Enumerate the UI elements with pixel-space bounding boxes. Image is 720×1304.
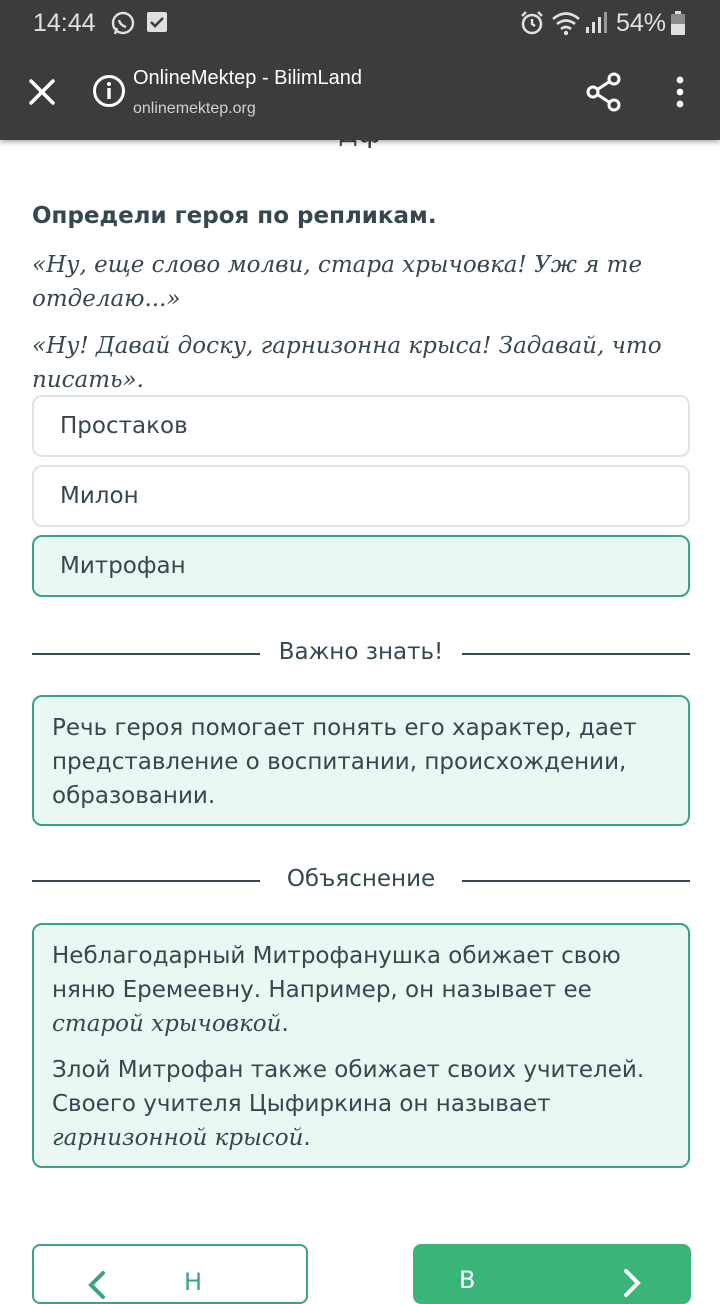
alarm-icon xyxy=(519,10,545,40)
quote-1: «Ну, еще слово молви, стара хрычовка! Уж я те отделаю...» xyxy=(32,252,643,312)
page-url: onlinemektep.org xyxy=(133,100,256,117)
next-button-label: В xyxy=(459,1266,476,1294)
answer-option-label: Милон xyxy=(60,483,139,509)
next-button[interactable] xyxy=(413,1244,691,1304)
previous-button-label: Н xyxy=(184,1268,203,1296)
share-icon[interactable] xyxy=(584,71,624,113)
important-box xyxy=(32,695,690,826)
explanation-text-end: . xyxy=(303,1125,311,1151)
answer-option-mitrofan[interactable] xyxy=(32,535,690,597)
explanation-emphasis: гарнизонной крысой xyxy=(52,1125,304,1151)
more-vert-icon[interactable] xyxy=(668,74,692,110)
answer-option-label: Митрофан xyxy=(60,553,186,579)
explanation-heading: Объяснение xyxy=(286,866,436,892)
quote-2: «Ну! Давай доску, гарнизонна крыса! Задавай, что писать». xyxy=(32,333,662,393)
explanation-text-end: . xyxy=(281,1011,289,1037)
page-title: OnlineMektep - BilimLand xyxy=(133,67,362,89)
explanation-paragraph-2 xyxy=(52,1053,670,1155)
important-divider xyxy=(32,639,690,669)
battery-icon xyxy=(670,10,686,40)
explanation-text: Неблагодарный Митрофанушка обижает свою няню Еремеевну. Например, он называет ее xyxy=(52,943,621,1003)
close-icon[interactable] xyxy=(22,72,62,112)
explanation-paragraph-1 xyxy=(52,939,670,1041)
status-bar xyxy=(0,0,720,46)
important-heading: Важно знать! xyxy=(278,639,444,665)
answer-option-milon[interactable] xyxy=(32,465,690,527)
chevron-right-icon xyxy=(621,1268,643,1302)
answer-option-prostakov[interactable] xyxy=(32,395,690,457)
status-time: 14:44 xyxy=(33,9,96,37)
important-text: Речь героя помогает понять его характер, дает представление о воспитании, происхождении, образовании. xyxy=(52,715,637,809)
whatsapp-icon xyxy=(110,10,136,40)
answer-option-label: Простаков xyxy=(60,413,188,439)
battery-percent: 54% xyxy=(616,9,667,37)
previous-button[interactable] xyxy=(32,1244,308,1304)
chevron-left-icon xyxy=(86,1270,108,1304)
divider-line xyxy=(462,653,690,655)
checkbox-icon xyxy=(146,10,168,38)
explanation-box xyxy=(32,923,690,1168)
explanation-emphasis: старой хрычовкой xyxy=(52,1011,282,1037)
divider-line xyxy=(462,880,690,882)
explanation-divider xyxy=(32,866,690,896)
question-title: Определи героя по репликам. xyxy=(32,203,437,229)
explanation-text: Злой Митрофан также обижает своих учителей. Своего учителя Цыфиркина он называет xyxy=(52,1057,645,1117)
signal-icon xyxy=(584,10,608,40)
wifi-icon xyxy=(551,10,581,40)
browser-toolbar xyxy=(0,46,720,140)
info-icon[interactable] xyxy=(92,74,126,108)
